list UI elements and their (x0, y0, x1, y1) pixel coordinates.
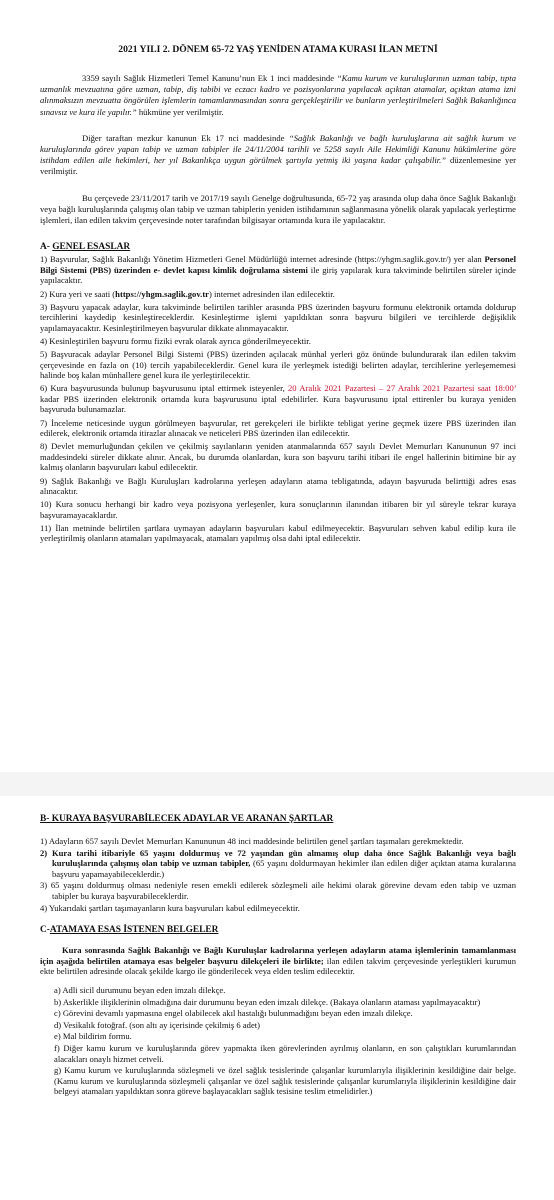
section-c-prefix: C- (40, 925, 50, 936)
section-a-item-2-text: 2) Kura yeri ve saati ( (40, 288, 116, 299)
section-a-heading (40, 242, 516, 252)
intro-p1-text: 3359 sayılı Sağlık Hizmetleri Temel Kanunu’nun Ek 1 inci maddesinde (82, 73, 335, 83)
intro-paragraph-1 (40, 73, 516, 118)
document-title: 2021 YILI 2. DÖNEM 65-72 YAŞ YENİDEN ATAMA KURASI İLAN METNİ (118, 44, 438, 55)
document-item-f: f) Diğer kamu kurum ve kuruluşlarında görev yapmakta iken görevlerinden ayrılmış olanların, en son çalıştıkları kurumlarından alacakları onaylı hizmet cetveli. (54, 1042, 516, 1064)
section-b-item-1: 1) Adayların 657 sayılı Devlet Memurları Kanununun 48 inci maddesinde belirtilen genel şartları taşımaları gerekmektedir. (40, 836, 464, 846)
section-a-item-6-tail: kadar PBS üzerinden elektronik ortamda kura başvurusunu iptal edebilirler. Kura başvurusunu iptal ettirenler bu kuraya yeniden başvuruda bulunamazlar. (40, 393, 516, 415)
section-c-title: ATAMAYA ESAS İSTENEN BELGELER (49, 925, 219, 936)
intro-p2-tail: düzenlemesine yer verilmiştir. (40, 155, 516, 177)
section-b-item-2-tail: (65 yaşını doldurmayan hekimler ilan edilen diğer açıktan atama kuralarına başvuru yapamayabileceklerdir.) (52, 858, 516, 879)
section-a-item-1-text: 1) Başvurular, Sağlık Bakanlığı Yönetim Hizmetleri Genel Müdürlüğü internet adresinde (https://yhgm.saglik.gov.tr/) yer alan (40, 254, 482, 265)
section-a-item-2-tail: ) internet adresinden ilan edilecektir. (209, 288, 335, 299)
section-a-item-3: 3) Başvuru yapacak adaylar, kura takviminde belirtilen tarihler arasında PBS üzerinden başvuru formunu elektronik ortamda doldurup tercihlerini kaydedip kesinleştireceklerdir. Kesinleştirme işlemi yapıldıktan sonra başvuru bilgileri ve tercihlerde değişiklik yapılamayacaktır. Kesinleştirilmeyen başvurular dikkate alınmayacaktır. (40, 301, 516, 333)
intro-p1-quote: “Kamu kurum ve kuruluşlarının uzman tabip, tıpta uzmanlık mevzuatına göre uzman, tabip, diş tabibi ve eczacı kadro ve pozisyonlarına yapılacak açıktan atamalar, açıktan atama izni alınmaksızın mevzuatta öngörülen işlemlerin tamamlanmasından sonra gerçekleştirilir ve bunların yerleştirilmeleri Sağlık Bakanlığınca sınavsız ve kura ile yapılır.” (40, 73, 516, 117)
section-a-item-11: 11) İlan metninde belirtilen şartlara uymayan adayların başvuruları kabul edilmeyecektir. Başvuruları sehven kabul edilip kura ile yerleştirilmiş olanların atamaları yapılmayacak, atamaları yapılmış olsa dahi iptal edilecektir. (40, 522, 516, 544)
section-a-item-1-bold: Personel Bilgi Sistemi (PBS) üzerinden e- devlet kapısı kimlik doğrulama sistemi (40, 254, 516, 275)
intro-p2-quote: “Sağlık Bakanlığı ve bağlı kuruluşlarına ait sağlık kurum ve kuruluşlarında görev yapan tabip ve uzman tabipler ile 24/11/2004 tarihli ve 5258 sayılı Aile Hekimliği Kanunu hükümlerine göre istihdam edilen aile hekimleri, her yıl Bakanlıkça uygun görülmek şartıyla yetmiş iki yaşına kadar çalışabilir.” (40, 132, 516, 166)
section-a-item-6-date: 20 Aralık 2021 Pazartesi – 27 Aralık 2021 Pazartesi saat 18:00’ (287, 383, 516, 394)
section-c-heading (40, 925, 516, 935)
intro-paragraph-3: Bu çerçevede 23/11/2017 tarih ve 2017/19 sayılı Genelge doğrultusunda, 65-72 yaş arasında olup daha önce Sağlık Bakanlığı veya bağlı kuruluşlarında çalışmış olan tabip ve uzman tabiplerin yeniden istihdamının sağlanmasına yönelik olarak yapılacak yerleştirme işlemleri, ilan edilen takvim çerçevesinde noter tarafından bilgisayar ortamında kura ile yapılacaktır. (40, 192, 516, 226)
section-a-item-2 (40, 289, 516, 300)
section-a-item-9: 9) Sağlık Bakanlığı ve Bağlı Kuruluşları kadrolarına yerleşen adayların atama tebligatında, adayın başvuruda belirttiği adres esas alınacaktır. (40, 475, 516, 497)
document-item-c: c) Görevini devamlı yapmasına engel olabilecek akıl hastalığı bulunmadığını beyan eden imzalı dilekçe. (54, 1008, 413, 1019)
section-a-title: GENEL ESASLAR (52, 242, 131, 253)
document-item-e: e) Mal bildirim formu. (54, 1031, 132, 1042)
section-c-intro-bold: Kura sonrasında Sağlık Bakanlığı ve Bağlı Kuruluşlar kadrolarına yerleşen adayların atama işlemlerinin tamamlanması için aşağıda belirtilen atamaya esas belgeler başvuru dilekçeleri ile birlikte; (40, 945, 516, 966)
section-a-prefix: A- (40, 242, 50, 253)
section-b-item-3: 3) 65 yaşını doldurmuş olması nedeniyle resen emekli edilerek sözleşmeli aile hekimi olarak görevine devam eden tabip ve uzman tabipler bu kuraya başvurabileceklerdir. (40, 880, 516, 901)
section-b-item-2-bold: 2) Kura tarihi itibariyle 65 yaşını doldurmuş ve 72 yaşından gün almamış olup daha önce Sağlık Bakanlığı veya bağlı kuruluşlarında çalışmış olan tabip ve uzman tabipler, (40, 847, 516, 869)
section-a-item-10: 10) Kura sonucu herhangi bir kadro veya pozisyona yerleşenler, kura sonuçlarının ilanından itibaren bir yıl süreyle tekrar kuraya başvuramayacaklardır. (40, 499, 516, 520)
section-a-item-6 (40, 383, 516, 415)
section-a-item-5: 5) Başvuracak adaylar Personel Bilgi Sistemi (PBS) üzerinden açılacak münhal yerleri göz önünde bulundurarak ilan edilen takvim çerçevesinde en fazla on (10) tercih yapabileceklerdir. Genel kura ile yerleşmek istediği belirten adaylar, tercihlerine yerleşememesi halinde boş kalan münhallere genel kura ile yerleştirilecektir. (40, 348, 516, 381)
section-c-intro-tail: ilan edilen takvim çerçevesinde yerleştikleri kurumun ekte belirtilen adresinde olacak şekilde kargo ile gönderilecek veya elden teslim edilecektir. (40, 955, 516, 977)
section-a-item-1 (40, 254, 516, 286)
section-a-item-1-tail: ile giriş yapılarak kura takviminde belirtilen süreler içinde yapılacaktır. (40, 264, 516, 286)
document-item-a: a) Adli sicil durumunu beyan eden imzalı dilekçe. (54, 984, 226, 995)
intro-paragraph-2 (40, 133, 516, 178)
section-a-item-6-text: 6) Kura başvurusunda bulunup başvurusunu iptal ettirmek isteyenler, (40, 383, 285, 394)
section-a-item-8: 8) Devlet memurluğundan çekilen ve çekilmiş sayılanların yeniden atanmalarında 657 sayılı Devlet Memurları Kanununun 97 inci maddesindeki süreler dikkate alınır. Ancak, bu durumda olanlardan, kura son başvuru tarihi itibari ile engel hallerinin bitimine bir ay kalmış olanların başvuruları kabul edilecektir. (40, 441, 516, 473)
document-item-g: g) Kamu kurum ve kuruluşlarında sözleşmeli ve özel sağlık tesislerinde çalışanlar kurumlarıyla ilişiklerinin kesildiğine dair belge. (Kamu kurum ve kuruluşlarında sözleşmeli çalışanlar ve özel sağlık tesislerinde çalışanlar kurumlarıyla ilişiklerinin kesildiğine dair belgeyi atamaları yapıldıktan sonra göreve başlayacakları sağlık tesisine teslim etmelidirler.) (54, 1065, 516, 1097)
section-b-item-2 (40, 848, 516, 880)
document-page-2 (0, 796, 554, 1200)
intro-p1-tail: hükmüne yer verilmiştir. (138, 106, 224, 117)
intro-p2-text: Diğer taraftan mezkur kanunun Ek 17 nci maddesinde (82, 132, 285, 143)
section-b-heading: B- KURAYA BAŞVURABİLECEK ADAYLAR VE ARANAN ŞARTLAR (40, 814, 334, 824)
document-item-b: b) Askerlikle ilişiklerinin olmadığına dair durumunu beyan eden imzalı dilekçe. (Bakaya olanların ataması yapılmayacaktır) (54, 996, 481, 1007)
section-a-item-7: 7) İnceleme neticesinde uygun görülmeyen başvurular, ret gerekçeleri ile birlikte tebligat yerine geçmek üzere PBS üzerinden ilan edilerek, elektronik ortamda itirazlar alınacak ve neticeleri PBS üzerinden ilan edilecektir. (40, 417, 516, 439)
document-item-d: d) Vesikalık fotoğraf. (son altı ay içerisinde çekilmiş 6 adet) (54, 1019, 261, 1030)
section-a-item-2-link: https://yhgm.saglik.gov.tr (115, 288, 209, 299)
page-separator (0, 772, 554, 796)
section-b-item-4: 4) Yukarıdaki şartları taşımayanların kura başvuruları kabul edilmeyecektir. (40, 902, 300, 913)
section-c-intro (40, 945, 516, 977)
section-a-item-4: 4) Kesinleştirilen başvuru formu fiziki evrak olarak ayrıca gönderilmeyecektir. (40, 335, 311, 346)
